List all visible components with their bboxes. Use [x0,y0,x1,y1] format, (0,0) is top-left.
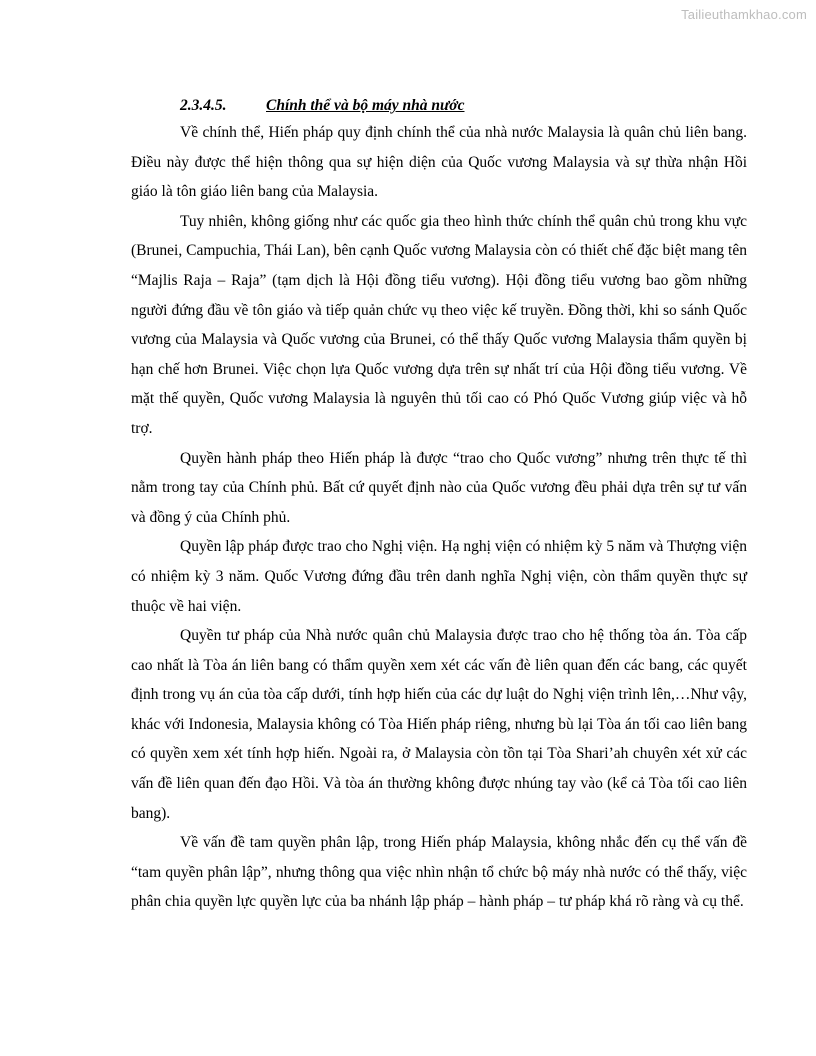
section-heading [180,94,747,118]
paragraph-separation-of-powers: Về vấn đề tam quyền phân lập, trong Hiến pháp Malaysia, không nhắc đến cụ thể vấn đề “tam quyền phân lập”, nhưng thông qua việc nhìn nhận tổ chức bộ máy nhà nước có thể thấy, việc phân chia quyền lực quyền lực của ba nhánh lập pháp – hành pháp – tư pháp khá rõ ràng và cụ thể. [131,834,747,911]
section-title: Chính thể và bộ máy nhà nước [266,97,465,114]
paragraph-council-of-rulers: Tuy nhiên, không giống như các quốc gia theo hình thức chính thể quân chủ trong khu vực (Brunei, Campuchia, Thái Lan), bên cạnh Quốc vương Malaysia còn có thiết chế đặc biệt mang tên “Majlis Raja – Raja” (tạm dịch là Hội đồng tiểu vương). Hội đồng tiểu vương bao gồm những người đứng đầu về tôn giáo và tiếp quản chức vụ theo việc kế truyền. Đồng thời, khi so sánh Quốc vương của Malaysia và Quốc vương của Brunei, có thể thấy Quốc vương Malaysia thẩm quyền bị hạn chế hơn Brunei. Việc chọn lựa Quốc vương dựa trên sự nhất trí của Hội đồng tiểu vương. Về mặt thế quyền, Quốc vương Malaysia là nguyên thủ tối cao có Phó Quốc Vương giúp việc và hỗ trợ. [131,212,747,437]
document-body [131,94,747,917]
paragraph-government-form: Về chính thể, Hiến pháp quy định chính thể của nhà nước Malaysia là quân chủ liên bang. Điều này được thể hiện thông qua sự hiện diện của Quốc vương Malaysia và sự thừa nhận Hồi giáo là tôn giáo liên bang của Malaysia. [131,124,747,201]
paragraph-legislative-power: Quyền lập pháp được trao cho Nghị viện. Hạ nghị viện có nhiệm kỳ 5 năm và Thượng viện có nhiệm kỳ 3 năm. Quốc Vương đứng đầu trên danh nghĩa Nghị viện, còn thẩm quyền thực sự thuộc về hai viện. [131,538,747,615]
paragraph-executive-power: Quyền hành pháp theo Hiến pháp là được “trao cho Quốc vương” nhưng trên thực tế thì nằm trong tay của Chính phủ. Bất cứ quyết định nào của Quốc vương đều phải dựa trên sự tư vấn và đồng ý của Chính phủ. [131,449,747,526]
watermark: Tailieuthamkhao.com [681,7,807,22]
section-number: 2.3.4.5. [180,97,227,114]
paragraph-judicial-power: Quyền tư pháp của Nhà nước quân chủ Malaysia được trao cho hệ thống tòa án. Tòa cấp cao nhất là Tòa án liên bang có thẩm quyền xem xét các vấn đè liên quan đến các bang, các quyết định trong vụ án của tòa cấp dưới, tính hợp hiến của các dự luật do Nghị viện trình lên,…Như vậy, khác với Indonesia, Malaysia không có Tòa Hiến pháp riêng, nhưng bù lại Tòa án tối cao liên bang có quyền xem xét tính hợp hiến. Ngoài ra, ở Malaysia còn tồn tại Tòa Shari’ah chuyên xét xử các vấn đề liên quan đến đạo Hồi. Và tòa án thường không được nhúng tay vào (kể cả Tòa tối cao liên bang). [131,627,747,822]
